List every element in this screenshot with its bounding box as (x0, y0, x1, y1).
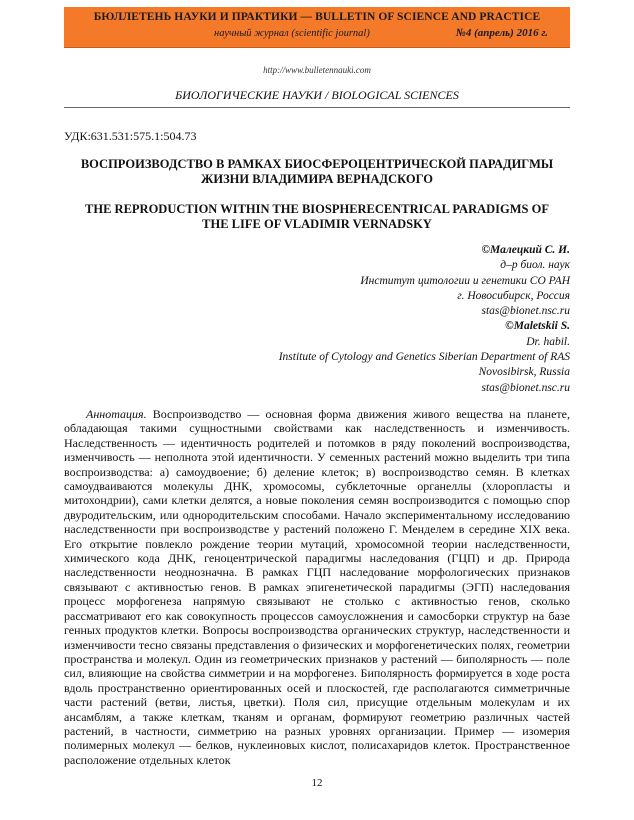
author-degree-en: Dr. habil. (526, 335, 570, 348)
journal-issue: №4 (апрель) 2016 г. (455, 27, 548, 39)
article-title-en (64, 202, 570, 232)
abstract-text: Воспроизводство — основная форма движения живого вещества на планете, обладающая такими сущностными свойствами как наследственность и изменчивость. Наследственность — идентичность родителей и потомков в ряду поколений воспроизводства, изменчивость — неполнота этой идентичности. У семенных растений можно выделить три типа воспроизводства: а) самоудвоение; б) деление клеток; в) воспроизводство семян. В клетках самоудваиваются молекулы ДНК, хромосомы, субклеточные органеллы (хлоропласты и митохондрии), сами клетки делятся, а новые поколения семян воспроизводится с помощью спор двуродительским, или однородительским способами. Начало экспериментальному исследованию наследственности при воспроизводстве у растений положено Г. Менделем в середине XIX века. Его открытие повлекло рождение теории мутаций, хромосомной теории наследственности, химического кода ДНК, геноцентрической парадигмы наследования (ГЦП) и др. Природа наследственности неоднозначна. В рамках ГЦП наследование морфологических признаков связывают с активностью генов. В рамках эпигенетической парадигмы (ЭГП) наследования процесс морфогенеза напрямую связывают не столько с активностью генов, сколько рассматривают его как совокупность процессов самоусложнения и самосборки структур на базе генных продуктов клетки. Вопросы воспроизводства органических структур, наследственности и изменчивости тесно связаны представления о физических и морфогенетических полях, геометрии пространства и молекул. Один из геометрических признаков у растений — биполярность — поле сил, влияющие на свойства симметрии и на морфогенез. Биполярность формируется в ходе роста вдоль пространственно ориентированных осей и плоскостей, где располагаются симметричные части растений (ветви, листья, цветки). Поля сил, присущие отдельным молекулам и их ансамблям, а также клеткам, тканям и органам, формируют геометрию различных частей растений, в частности, симметрию на разных уровнях организации. Пример — изомерия полимерных молекул — белков, нуклеиновых кислот, полисахаридов клеток. Пространственное расположение отдельных клеток (64, 407, 571, 767)
journal-title: БЮЛЛЕТЕНЬ НАУКИ И ПРАКТИКИ — BULLETIN OF SCIENCE AND PRACTICE (93, 11, 541, 23)
author-institute-ru: Институт цитологии и генетики СО РАН (360, 274, 570, 287)
author-block (279, 243, 570, 396)
article-title-ru-line1: ВОСПРОИЗВОДСТВО В РАМКАХ БИОСФЕРОЦЕНТРИЧЕСКОЙ ПАРАДИГМЫ (80, 157, 554, 171)
article-title-en-line1: THE REPRODUCTION WITHIN THE BIOSPHERECENTRICAL PARADIGMS OF (85, 202, 549, 216)
author-degree-ru: д–р биол. наук (500, 259, 570, 272)
article-title-ru-line2: ЖИЗНИ ВЛАДИМИРА ВЕРНАДСКОГО (200, 172, 433, 186)
author-city-ru: г. Новосибирск, Россия (457, 289, 570, 302)
section-divider (64, 107, 570, 108)
journal-subtitle: научный журнал (scientific journal) (214, 28, 370, 39)
abstract-label: Аннотация. (86, 407, 147, 421)
author-email-en[interactable]: stas@bionet.nsc.ru (481, 381, 570, 394)
udk-code: УДК:631.531:575.1:504.73 (64, 129, 197, 143)
author-institute-en: Institute of Cytology and Genetics Siberian Department of RAS (278, 351, 570, 364)
journal-header (64, 7, 570, 48)
journal-url[interactable]: http://www.bulletennauki.com (263, 65, 371, 75)
author-email-ru[interactable]: stas@bionet.nsc.ru (481, 305, 570, 318)
author-name-en: ©Maletskii S. (505, 320, 570, 333)
author-city-en: Novosibirsk, Russia (478, 366, 570, 379)
author-name-ru: ©Малецкий С. И. (481, 244, 570, 256)
article-title-ru (64, 157, 570, 187)
page-number: 12 (311, 777, 323, 789)
article-title-en-line2: THE LIFE OF VLADIMIR VERNADSKY (202, 217, 432, 231)
abstract (64, 407, 570, 767)
section-title: БИОЛОГИЧЕСКИЕ НАУКИ / BIOLOGICAL SCIENCES (175, 88, 459, 102)
